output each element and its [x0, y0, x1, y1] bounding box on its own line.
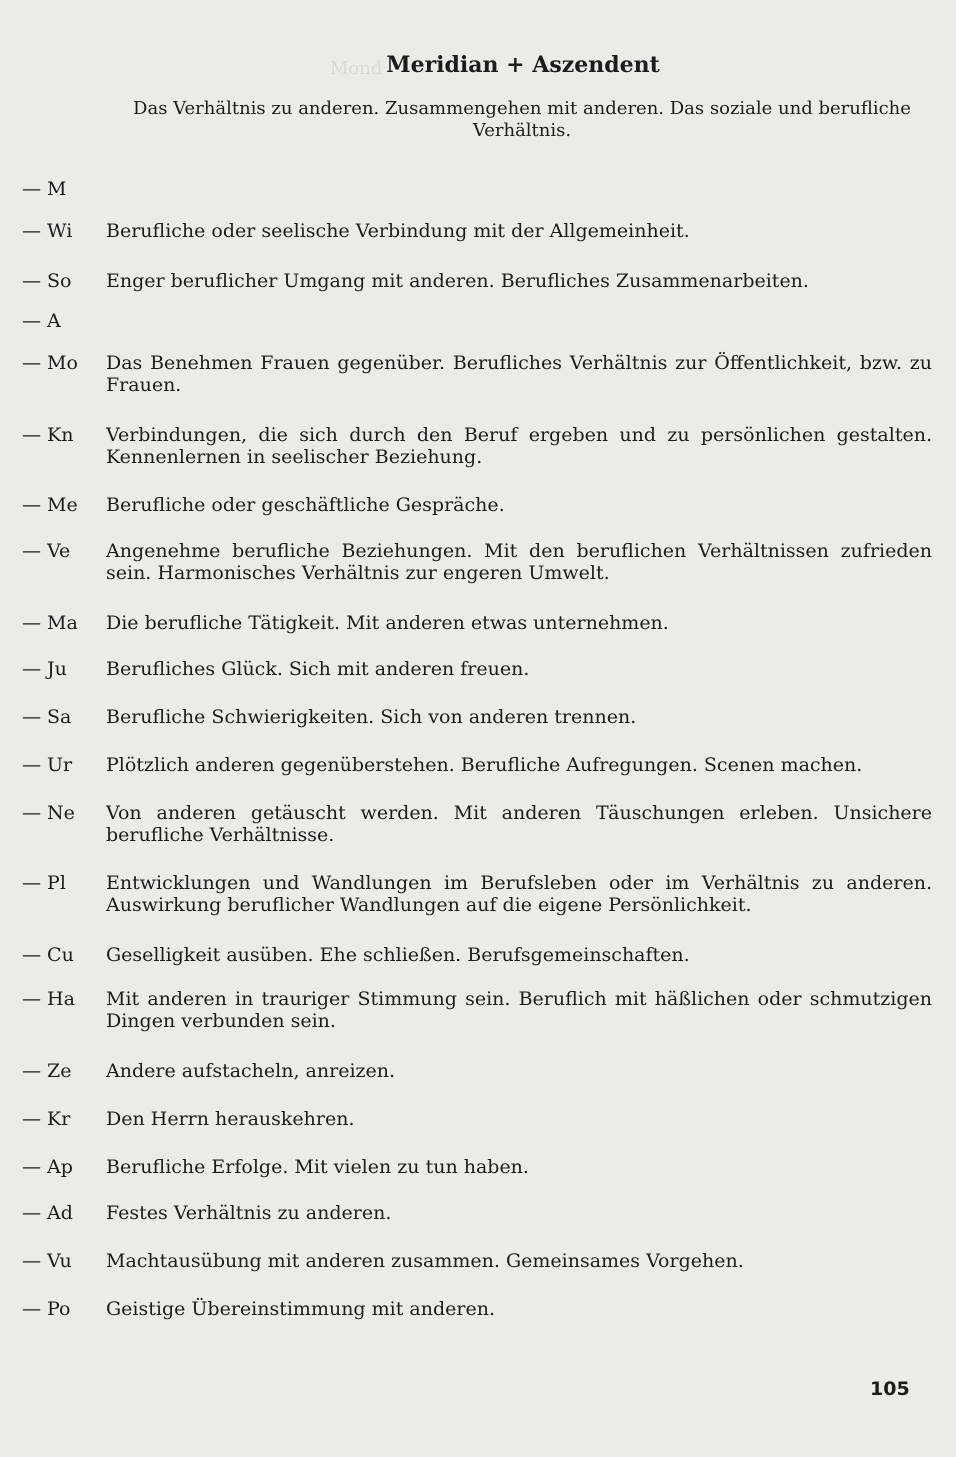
planet-symbol: — Vu: [22, 1250, 72, 1272]
planet-symbol: — Ze: [22, 1060, 72, 1082]
planet-symbol: — A: [22, 310, 61, 332]
planet-symbol: — Ap: [22, 1156, 73, 1178]
planet-symbol: — Ha: [22, 988, 75, 1010]
entry-text: Geselligkeit ausüben. Ehe schließen. Berufsgemeinschaften.: [106, 944, 690, 966]
entry-text: Berufliche oder seelische Verbindung mit der Allgemeinheit.: [106, 220, 690, 242]
planet-symbol: — Ve: [22, 540, 71, 562]
planet-symbol: — Ur: [22, 754, 73, 776]
entry-text: Den Herrn herauskehren.: [106, 1108, 355, 1130]
entry-text: Entwicklungen und Wandlungen im Berufsleben oder im Verhältnis zu anderen. Auswirkung beruflicher Wandlungen auf die eigene Persönlichkeit.: [106, 872, 932, 916]
entry-text: Andere aufstacheln, anreizen.: [106, 1060, 396, 1082]
entry-text: Festes Verhältnis zu anderen.: [106, 1202, 392, 1224]
planet-symbol: — Kr: [22, 1108, 71, 1130]
planet-symbol: — Cu: [22, 944, 74, 966]
entry-text: Angenehme berufliche Beziehungen. Mit den beruflichen Verhältnissen zufrieden sein. Harmonisches Verhältnis zur engeren Umwelt.: [106, 540, 932, 584]
planet-symbol: — Ad: [22, 1202, 73, 1224]
bleed-through-text: Mond: [330, 58, 383, 79]
entry-text: Machtausübung mit anderen zusammen. Gemeinsames Vorgehen.: [106, 1250, 744, 1272]
entry-text: Das Benehmen Frauen gegenüber. Berufliches Verhältnis zur Öffentlichkeit, bzw. zu Frauen.: [106, 352, 932, 396]
planet-symbol: — Pl: [22, 872, 66, 894]
planet-symbol: — Po: [22, 1298, 71, 1320]
page-number: 105: [870, 1378, 910, 1400]
entry-text: Die berufliche Tätigkeit. Mit anderen etwas unternehmen.: [106, 612, 669, 634]
entry-text: Berufliche Erfolge. Mit vielen zu tun haben.: [106, 1156, 529, 1178]
planet-symbol: — Me: [22, 494, 78, 516]
entry-text: Berufliches Glück. Sich mit anderen freuen.: [106, 658, 530, 680]
planet-symbol: — Ju: [22, 658, 67, 680]
planet-symbol: — Kn: [22, 424, 74, 446]
entry-text: Enger beruflicher Umgang mit anderen. Berufliches Zusammenarbeiten.: [106, 270, 809, 292]
entry-text: Geistige Übereinstimmung mit anderen.: [106, 1298, 495, 1320]
planet-symbol: — M: [22, 178, 67, 200]
planet-symbol: — Ne: [22, 802, 75, 824]
page-title: Meridian + Aszendent: [386, 52, 660, 78]
intro-paragraph: Das Verhältnis zu anderen. Zusammengehen mit anderen. Das soziale und berufliche Verhältnis.: [133, 98, 911, 141]
entry-text: Berufliche oder geschäftliche Gespräche.: [106, 494, 505, 516]
planet-symbol: — So: [22, 270, 72, 292]
entry-text: Von anderen getäuscht werden. Mit anderen Täuschungen erleben. Unsichere berufliche Verhältnisse.: [106, 802, 932, 846]
entry-text: Mit anderen in trauriger Stimmung sein. Beruflich mit häßlichen oder schmutzigen Dingen verbunden sein.: [106, 988, 932, 1032]
entry-text: Plötzlich anderen gegenüberstehen. Berufliche Aufregungen. Scenen machen.: [106, 754, 863, 776]
entry-text: Berufliche Schwierigkeiten. Sich von anderen trennen.: [106, 706, 637, 728]
planet-symbol: — Mo: [22, 352, 78, 374]
planet-symbol: — Ma: [22, 612, 78, 634]
entry-text: Verbindungen, die sich durch den Beruf ergeben und zu persönlichen gestalten. Kennenlernen in seelischer Beziehung.: [106, 424, 932, 468]
planet-symbol: — Wi: [22, 220, 73, 242]
planet-symbol: — Sa: [22, 706, 72, 728]
